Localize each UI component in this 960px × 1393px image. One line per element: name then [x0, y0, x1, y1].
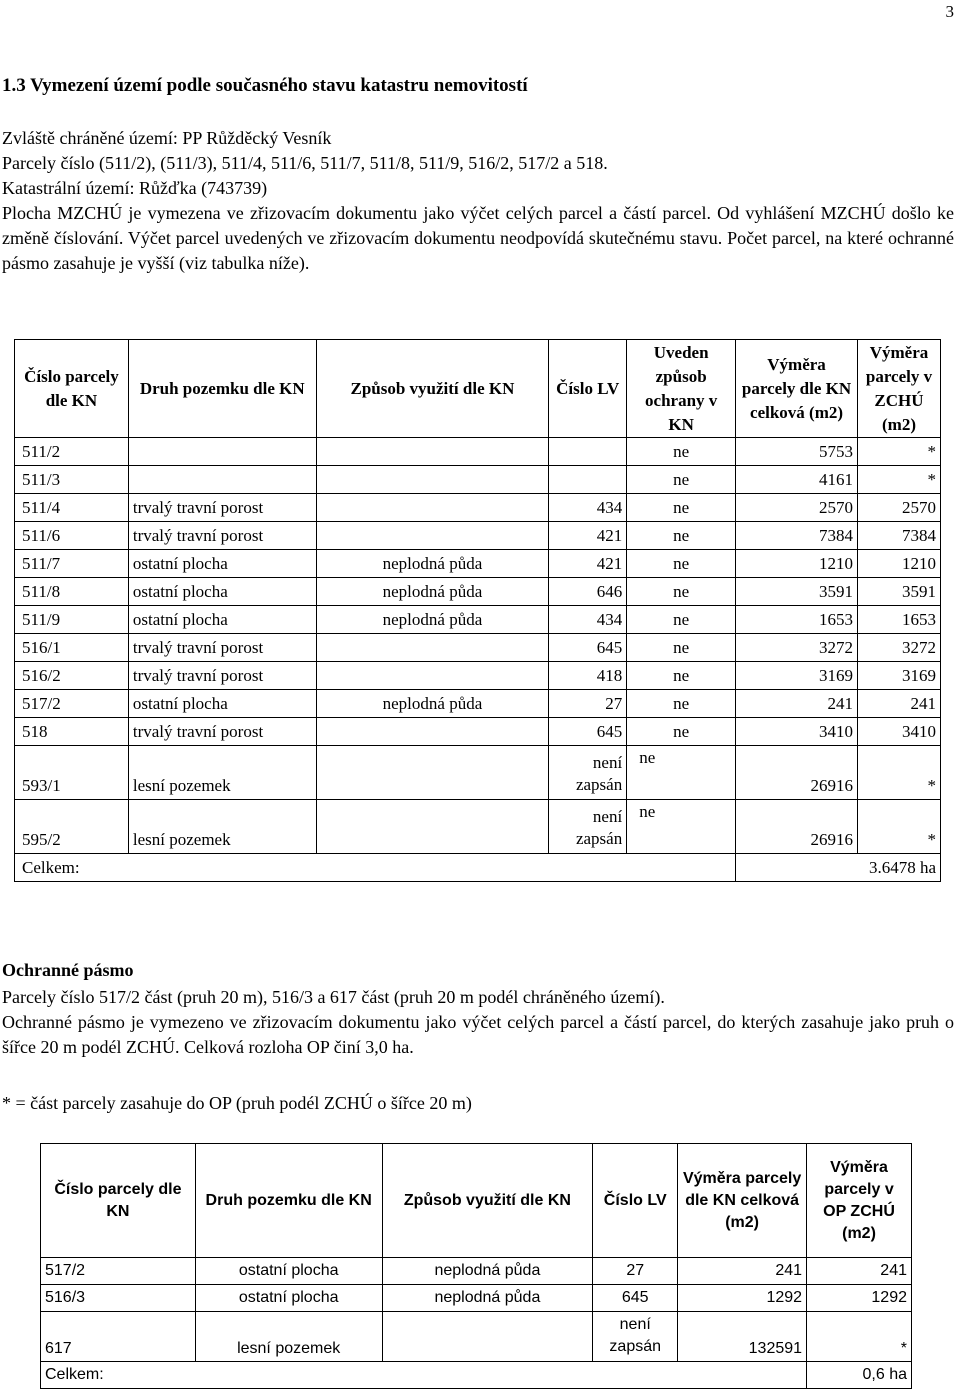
buffer-parcels-table — [40, 1143, 912, 1389]
cell-area-total: 3591 — [736, 578, 858, 606]
table-row — [15, 438, 941, 466]
cell-land-type — [128, 438, 316, 466]
cell-area-zchu: 3169 — [857, 662, 940, 690]
cell-lv-number: 645 — [549, 634, 627, 662]
cell-land-type: ostatní plocha — [128, 690, 316, 718]
cell-area-total: 3410 — [736, 718, 858, 746]
cell-land-use: neplodná půda — [316, 578, 549, 606]
cell-lv-number — [549, 438, 627, 466]
cell-lv-number — [549, 746, 627, 800]
cell-protection: ne — [627, 438, 736, 466]
cell-parcel-number: 511/7 — [15, 550, 129, 578]
cell-protection: ne — [627, 718, 736, 746]
cell-land-type: trvalý travní porost — [128, 718, 316, 746]
cell-land-use: neplodná půda — [316, 606, 549, 634]
cell-land-type: lesní pozemek — [128, 800, 316, 854]
cell-protection: ne — [627, 634, 736, 662]
cell-area-zchu: * — [857, 746, 940, 800]
asterisk-note: * = část parcely zasahuje do OP (pruh podél ZCHÚ o šířce 20 m) — [2, 1093, 472, 1113]
cell-lv-number: 27 — [593, 1258, 678, 1285]
cell-land-use: neplodná půda — [382, 1285, 593, 1312]
table-row — [41, 1285, 912, 1312]
total-value: 0,6 ha — [807, 1362, 912, 1389]
cell-land-type: ostatní plocha — [128, 606, 316, 634]
cell-area-zchu: * — [857, 800, 940, 854]
total-row — [41, 1362, 912, 1389]
cell-land-type: ostatní plocha — [128, 550, 316, 578]
lv-line: zapsán — [575, 775, 623, 794]
cell-area-total: 132591 — [678, 1312, 807, 1362]
cell-land-use: neplodná půda — [316, 690, 549, 718]
cell-area-zchu: * — [857, 438, 940, 466]
cell-parcel-number: 516/2 — [15, 662, 129, 690]
cell-protection: ne — [627, 800, 736, 854]
cell-lv-number — [593, 1312, 678, 1362]
cell-area-total: 1210 — [736, 550, 858, 578]
cell-lv-number — [549, 800, 627, 854]
cell-parcel-number: 593/1 — [15, 746, 129, 800]
cell-area-zchu: 1210 — [857, 550, 940, 578]
cell-area-zchu: 3591 — [857, 578, 940, 606]
header-lv-number: Číslo LV — [593, 1144, 678, 1258]
table-row — [15, 662, 941, 690]
cell-land-type — [128, 466, 316, 494]
table-row — [15, 522, 941, 550]
table-row — [41, 1312, 912, 1362]
cell-area-total: 241 — [678, 1258, 807, 1285]
cell-area-total: 3272 — [736, 634, 858, 662]
cell-lv-number: 646 — [549, 578, 627, 606]
cell-land-use — [382, 1312, 593, 1362]
cell-land-type: trvalý travní porost — [128, 634, 316, 662]
header-land-use: Způsob využití dle KN — [316, 340, 549, 438]
header-parcel-number: Číslo parcely dle KN — [41, 1144, 196, 1258]
page-number: 3 — [945, 2, 954, 21]
cell-area-zchu: 241 — [857, 690, 940, 718]
total-row — [15, 854, 941, 882]
header-area-zchu: Výměra parcely v ZCHÚ (m2) — [857, 340, 940, 438]
cell-area-zchu: 2570 — [857, 494, 940, 522]
header-land-type: Druh pozemku dle KN — [195, 1144, 382, 1258]
table-row — [41, 1258, 912, 1285]
cell-lv-number: 27 — [549, 690, 627, 718]
table-row — [15, 578, 941, 606]
cell-parcel-number: 511/4 — [15, 494, 129, 522]
cell-land-type: ostatní plocha — [128, 578, 316, 606]
cell-land-use — [316, 746, 549, 800]
cell-protection: ne — [627, 466, 736, 494]
section-heading: 1.3 Vymezení území podle současného stavu katastru nemovitostí — [2, 75, 528, 96]
cell-area-total: 4161 — [736, 466, 858, 494]
cell-parcel-number: 511/2 — [15, 438, 129, 466]
cell-area-total: 241 — [736, 690, 858, 718]
cell-land-use: neplodná půda — [316, 550, 549, 578]
lv-line: zapsán — [609, 1338, 662, 1355]
lv-line: zapsán — [575, 829, 623, 848]
cell-parcel-number: 511/6 — [15, 522, 129, 550]
parcels-table — [14, 339, 941, 882]
cell-lv-number: 434 — [549, 606, 627, 634]
total-label: Celkem: — [41, 1362, 807, 1389]
cell-area-zchu: 3272 — [857, 634, 940, 662]
intro-line-parcels: Parcely číslo (511/2), (511/3), 511/4, 511/6, 511/7, 511/8, 511/9, 516/2, 517/2 a 518. — [2, 153, 608, 173]
cell-parcel-number: 517/2 — [41, 1258, 196, 1285]
cell-area-total: 1653 — [736, 606, 858, 634]
cell-land-type: trvalý travní porost — [128, 522, 316, 550]
cell-parcel-number: 617 — [41, 1312, 196, 1362]
table-row — [15, 494, 941, 522]
table-row — [15, 800, 941, 854]
cell-area-total: 5753 — [736, 438, 858, 466]
header-land-use: Způsob využití dle KN — [382, 1144, 593, 1258]
total-label: Celkem: — [15, 854, 736, 882]
cell-area-total: 26916 — [736, 800, 858, 854]
table-row — [15, 550, 941, 578]
cell-lv-number: 418 — [549, 662, 627, 690]
cell-land-type: ostatní plocha — [195, 1258, 382, 1285]
table-row — [15, 690, 941, 718]
cell-parcel-number: 518 — [15, 718, 129, 746]
header-land-type: Druh pozemku dle KN — [128, 340, 316, 438]
cell-area-total: 7384 — [736, 522, 858, 550]
cell-land-type: ostatní plocha — [195, 1285, 382, 1312]
cell-area-total: 26916 — [736, 746, 858, 800]
cell-land-use — [316, 438, 549, 466]
lv-line: není — [592, 753, 623, 772]
buffer-zone-parcels: Parcely číslo 517/2 část (pruh 20 m), 516/3 a 617 část (pruh 20 m podél chráněného území). — [2, 987, 665, 1007]
buffer-zone-heading: Ochranné pásmo — [2, 960, 134, 980]
cell-area-total: 1292 — [678, 1285, 807, 1312]
total-value: 3.6478 ha — [736, 854, 941, 882]
cell-land-use: neplodná půda — [382, 1258, 593, 1285]
cell-land-use — [316, 800, 549, 854]
cell-protection: ne — [627, 690, 736, 718]
cell-area-zchu: 1653 — [857, 606, 940, 634]
cell-parcel-number: 511/8 — [15, 578, 129, 606]
cell-area-total: 2570 — [736, 494, 858, 522]
cell-protection: ne — [627, 746, 736, 800]
lv-line: není — [592, 807, 623, 826]
cell-lv-number: 421 — [549, 522, 627, 550]
cell-area-op: 1292 — [807, 1285, 912, 1312]
cell-land-use — [316, 494, 549, 522]
cell-protection: ne — [627, 494, 736, 522]
cell-land-type: lesní pozemek — [128, 746, 316, 800]
cell-land-type: lesní pozemek — [195, 1312, 382, 1362]
cell-parcel-number: 595/2 — [15, 800, 129, 854]
header-protection: Uveden způsob ochrany v KN — [627, 340, 736, 438]
cell-land-type: trvalý travní porost — [128, 662, 316, 690]
cell-land-type: trvalý travní porost — [128, 494, 316, 522]
header-lv-number: Číslo LV — [549, 340, 627, 438]
cell-land-use — [316, 466, 549, 494]
header-parcel-number: Číslo parcely dle KN — [15, 340, 129, 438]
cell-protection: ne — [627, 578, 736, 606]
buffer-zone-text — [2, 985, 954, 1060]
table-row — [15, 746, 941, 800]
table-row — [15, 606, 941, 634]
header-area-op: Výměra parcely v OP ZCHÚ (m2) — [807, 1144, 912, 1258]
cell-area-zchu: 7384 — [857, 522, 940, 550]
cell-lv-number: 645 — [549, 718, 627, 746]
cell-lv-number — [549, 466, 627, 494]
header-area-total: Výměra parcely dle KN celková (m2) — [736, 340, 858, 438]
cell-area-zchu: 3410 — [857, 718, 940, 746]
cell-area-total: 3169 — [736, 662, 858, 690]
cell-area-op: * — [807, 1312, 912, 1362]
cell-protection: ne — [627, 606, 736, 634]
cell-parcel-number: 516/1 — [15, 634, 129, 662]
cell-lv-number: 434 — [549, 494, 627, 522]
cell-protection: ne — [627, 550, 736, 578]
cell-parcel-number: 511/3 — [15, 466, 129, 494]
cell-protection: ne — [627, 662, 736, 690]
cell-area-op: 241 — [807, 1258, 912, 1285]
cell-parcel-number: 511/9 — [15, 606, 129, 634]
lv-line: není — [619, 1316, 651, 1333]
intro-line-zchu: Zvláště chráněné území: PP Růžděcký Vesník — [2, 128, 332, 148]
intro-paragraph: Plocha MZCHÚ je vymezena ve zřizovacím dokumentu jako výčet celých parcel a částí parcel. Od vyhlášení MZCHÚ došlo ke změně číslování. Výčet parcel uvedených ve zřizovacím dokumentu neodpovídá skutečnému stavu. Počet parcel, na které ochranné pásmo zasahuje je vyšší (viz tabulka níže). — [2, 203, 954, 273]
table-row — [15, 718, 941, 746]
intro-text — [2, 126, 954, 276]
cell-parcel-number: 516/3 — [41, 1285, 196, 1312]
cell-land-use — [316, 662, 549, 690]
cell-lv-number: 421 — [549, 550, 627, 578]
intro-line-cadastral: Katastrální území: Růžďka (743739) — [2, 178, 268, 198]
cell-parcel-number: 517/2 — [15, 690, 129, 718]
cell-protection: ne — [627, 522, 736, 550]
buffer-zone-paragraph: Ochranné pásmo je vymezeno ve zřizovacím dokumentu jako výčet celých parcel a částí parcel, do kterých zasahuje jako pruh o šířce 20 m podél ZCHÚ. Celková rozloha OP činí 3,0 ha. — [2, 1012, 954, 1057]
header-area-total: Výměra parcely dle KN celková (m2) — [678, 1144, 807, 1258]
cell-land-use — [316, 634, 549, 662]
table-row — [15, 634, 941, 662]
cell-lv-number: 645 — [593, 1285, 678, 1312]
table-row — [15, 466, 941, 494]
cell-land-use — [316, 718, 549, 746]
cell-land-use — [316, 522, 549, 550]
cell-area-zchu: * — [857, 466, 940, 494]
